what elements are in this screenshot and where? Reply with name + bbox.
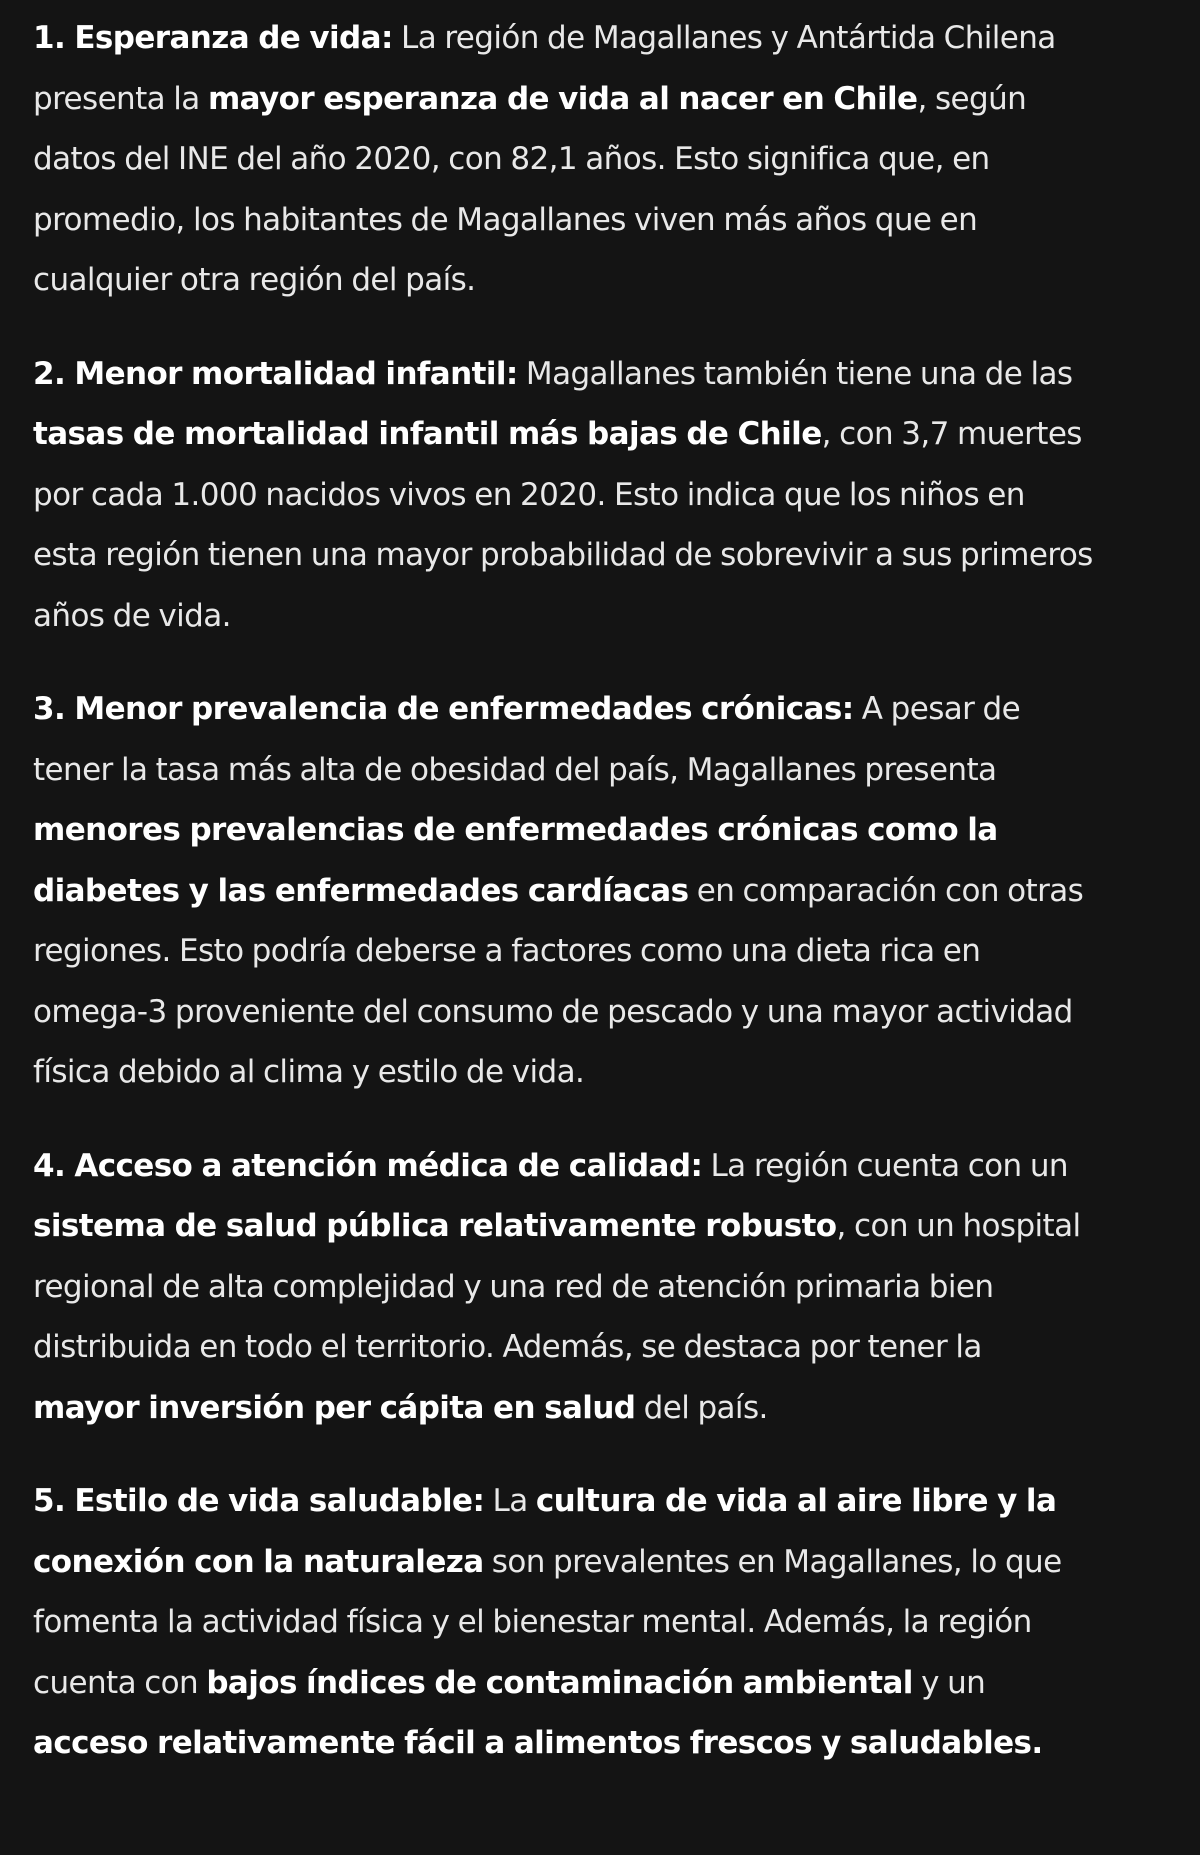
text-run: , según datos del INE del año 2020, con 82,1 años. Esto significa que, en promedio, los habitantes de Magallanes viven más años que en cualquier otra región del país. xyxy=(33,80,1027,298)
item-heading: 2. Menor mortalidad infantil: xyxy=(33,355,518,392)
emphasis-text: bajos índices de contaminación ambiental xyxy=(206,1664,913,1701)
emphasis-text: mayor inversión per cápita en salud xyxy=(33,1389,636,1426)
text-run: y un xyxy=(912,1664,986,1701)
text-run: La región de Magallanes y Antártida Chilena presenta la xyxy=(33,20,1056,117)
list-item xyxy=(33,344,1093,647)
item-heading: 5. Estilo de vida saludable: xyxy=(33,1483,485,1519)
emphasis-text: sistema de salud pública relativamente robusto xyxy=(33,1208,837,1244)
text-run: en comparación con otras regiones. Esto podría deberse a factores como una dieta rica en omega-3 proveniente del consumo de pescado y una mayor actividad física debido al clima y estilo de vida. xyxy=(33,872,1084,1090)
item-heading: 4. Acceso a atención médica de calidad: xyxy=(33,1147,703,1184)
text-run: La región cuenta con un xyxy=(702,1147,1068,1184)
text-run: La xyxy=(484,1483,536,1519)
text-run: , con 3,7 muertes por cada 1.000 nacidos vivos en 2020. Esto indica que los niños en esta región tienen una mayor probabilidad de sobrevivir a sus primeros años de vida. xyxy=(33,416,1093,634)
item-heading: 1. Esperanza de vida: xyxy=(33,20,393,56)
text-run: Magallanes también tiene una de las xyxy=(517,355,1073,392)
list-item xyxy=(33,8,1093,311)
response-text xyxy=(33,8,1093,1774)
item-heading: 3. Menor prevalencia de enfermedades crónicas: xyxy=(33,691,854,727)
text-run: del país. xyxy=(635,1389,768,1426)
list-item xyxy=(33,679,1093,1103)
emphasis-text: acceso relativamente fácil a alimentos frescos y saludables. xyxy=(33,1725,1043,1761)
text-run: , con un hospital regional de alta complejidad y una red de atención primaria bien distribuida en todo el territorio. Además, se destaca por tener la xyxy=(33,1208,1081,1365)
list-item xyxy=(33,1471,1093,1774)
emphasis-text: mayor esperanza de vida al nacer en Chile xyxy=(207,80,918,117)
text-run: son prevalentes en Magallanes, lo que fomenta la actividad física y el bienestar mental. Además, la región cuenta con xyxy=(33,1543,1062,1701)
emphasis-text: cultura de vida al aire libre y la conexión con la naturaleza xyxy=(33,1483,1057,1580)
emphasis-text: menores prevalencias de enfermedades crónicas como la diabetes y las enfermedades cardíacas xyxy=(33,812,998,909)
list-item xyxy=(33,1136,1093,1439)
text-run: A pesar de tener la tasa más alta de obesidad del país, Magallanes presenta xyxy=(33,691,1021,788)
emphasis-text: tasas de mortalidad infantil más bajas de Chile xyxy=(33,416,822,452)
